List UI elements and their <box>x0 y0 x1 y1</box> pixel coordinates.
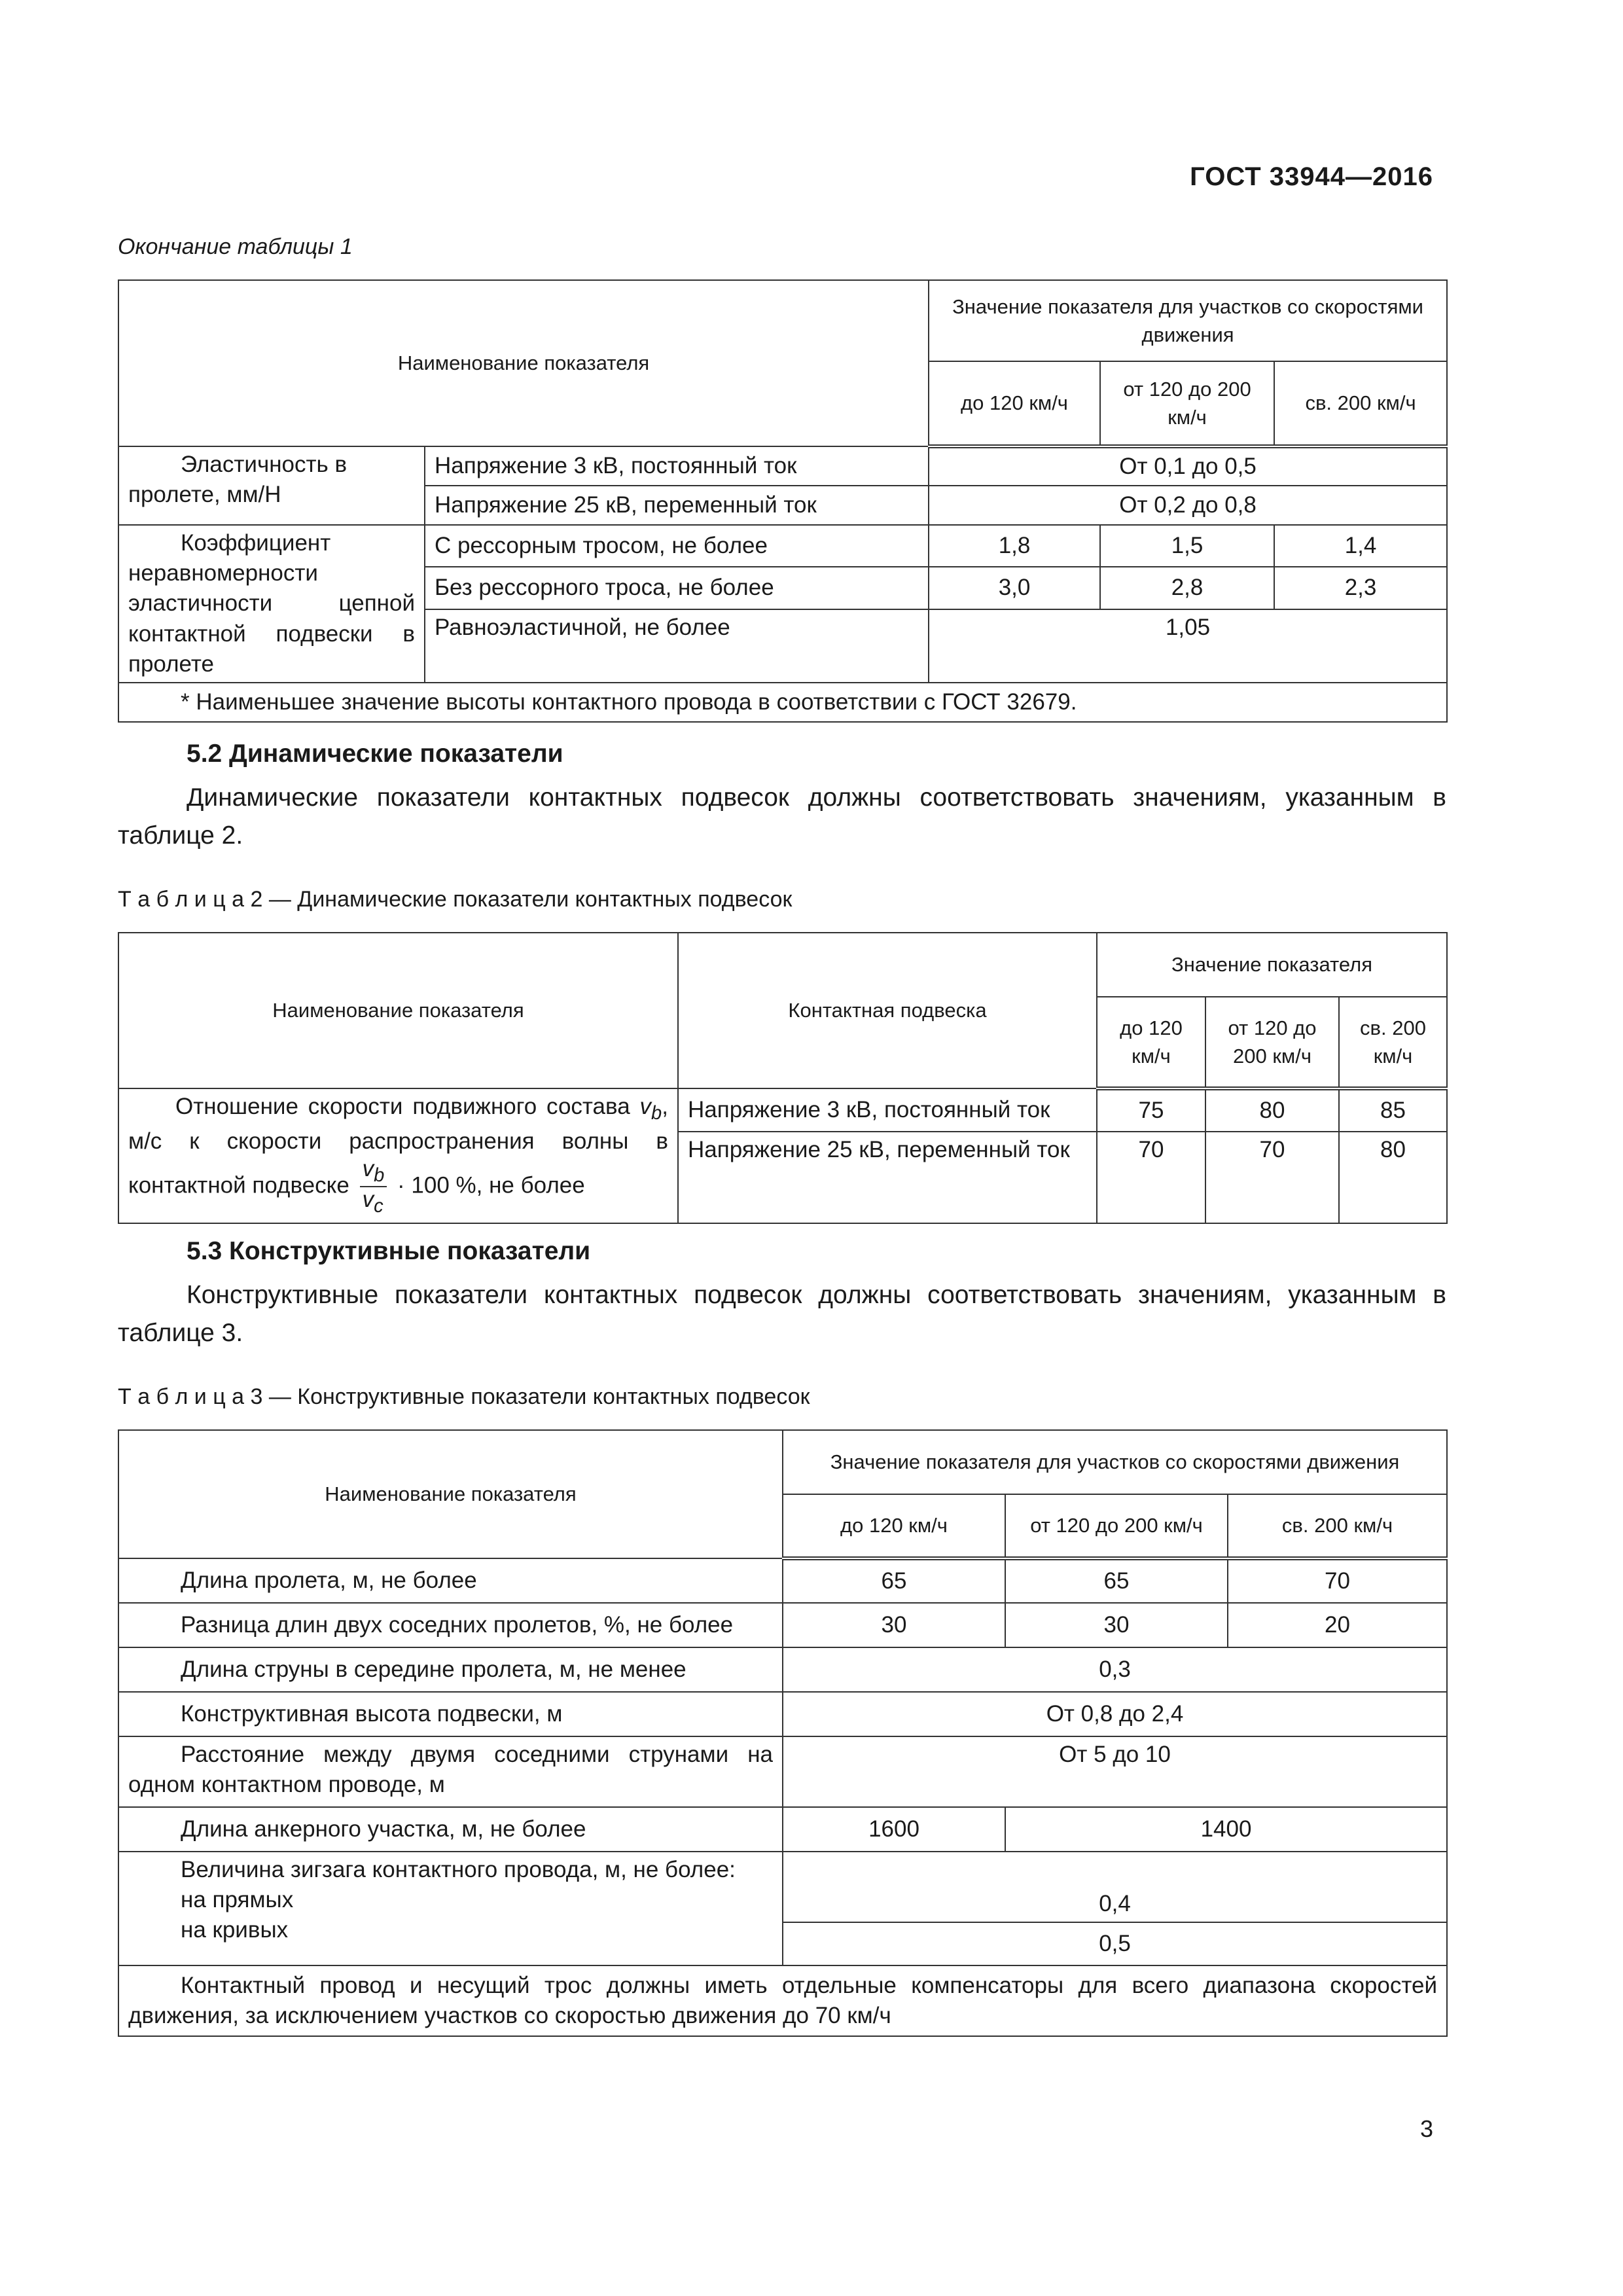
table1-coef-v1-2: 1,5 <box>1100 525 1274 567</box>
table3-r1-v3: 70 <box>1228 1558 1447 1603</box>
table1-coef-name: Коэффициент неравномерности эластичности цепной контактной подвески в пролете <box>118 525 425 683</box>
table3-r3-value: 0,3 <box>783 1647 1447 1692</box>
table1-coef-v3: 1,05 <box>929 609 1447 683</box>
table3-r6-v1: 1600 <box>783 1807 1005 1852</box>
section-5-2-title: 5.2 Динамические показатели <box>187 740 563 768</box>
table3-r7-title: Величина зигзага контактного провода, м, не более: <box>181 1857 736 1882</box>
table3-r4-value: От 0,8 до 2,4 <box>783 1692 1447 1736</box>
table3-speed-2: от 120 до 200 км/ч <box>1005 1494 1228 1558</box>
table3-speed-1: до 120 км/ч <box>783 1494 1005 1558</box>
table2-speed-3: св. 200 км/ч <box>1339 997 1447 1088</box>
table3-speed-3: св. 200 км/ч <box>1228 1494 1447 1558</box>
table3-header-name: Наименование показателя <box>118 1430 783 1558</box>
table1-header-group: Значение показателя для участков со скоростями движения <box>929 280 1447 361</box>
table3-r6-name: Длина анкерного участка, м, не более <box>118 1807 783 1852</box>
table2-v1-1: 75 <box>1097 1088 1205 1132</box>
velocity-ratio-fraction <box>360 1157 387 1217</box>
table2-name-var: v <box>639 1094 652 1119</box>
table1-elasticity-val1: От 0,1 до 0,5 <box>929 446 1447 486</box>
table2-name-a: Отношение скорости подвижного состава <box>175 1094 630 1119</box>
table2-row-name <box>118 1088 678 1223</box>
table3-r5-value: От 5 до 10 <box>783 1736 1447 1807</box>
table1-speed-1: до 120 км/ч <box>929 361 1100 446</box>
table3-r2-v3: 20 <box>1228 1603 1447 1647</box>
table1 <box>118 279 1448 723</box>
table3-r7-line1: на прямых <box>181 1887 294 1913</box>
table3-r1-name: Длина пролета, м, не более <box>118 1558 783 1603</box>
table2-header-suspension: Контактная подвеска <box>678 933 1097 1088</box>
table2-sub1: Напряжение 3 кВ, постоянный ток <box>678 1088 1097 1132</box>
table1-coef-v1-1: 1,8 <box>929 525 1100 567</box>
table3-header-group: Значение показателя для участков со скоростями движения <box>783 1430 1447 1494</box>
table2-v2-3: 80 <box>1339 1132 1447 1223</box>
table2-name-b: , м/с к скорости распространения волны в контактной подвеске <box>128 1094 668 1198</box>
table2-v1-2: 80 <box>1205 1088 1339 1132</box>
table2-name-sub: b <box>651 1103 662 1124</box>
table1-coef-v2-2: 2,8 <box>1100 567 1274 609</box>
table2-caption: Т а б л и ц а 2 — Динамические показатели контактных подвесок <box>118 887 793 912</box>
table3-r4-name: Конструктивная высота подвески, м <box>118 1692 783 1736</box>
table3-caption: Т а б л и ц а 3 — Конструктивные показатели контактных подвесок <box>118 1384 810 1409</box>
section-5-2-text: Динамические показатели контактных подвесок должны соответствовать значениям, указанным в таблице 2. <box>118 783 1446 850</box>
table1-elasticity-name: Эластичность в пролете, мм/Н <box>118 446 425 525</box>
table2-speed-1: до 120 км/ч <box>1097 997 1205 1088</box>
table3-r2-name: Разница длин двух соседних пролетов, %, не более <box>118 1603 783 1647</box>
table2-v2-1: 70 <box>1097 1132 1205 1223</box>
table3-r2-v1: 30 <box>783 1603 1005 1647</box>
table1-elasticity-sub1: Напряжение 3 кВ, постоянный ток <box>425 446 929 486</box>
table3-r5-name: Расстояние между двумя соседними струнами на одном контактном проводе, м <box>118 1736 783 1807</box>
table1-elasticity-val2: От 0,2 до 0,8 <box>929 486 1447 525</box>
table3-r2-v2: 30 <box>1005 1603 1228 1647</box>
fraction-num-var: v <box>362 1155 374 1181</box>
table2-speed-2: от 120 до 200 км/ч <box>1205 997 1339 1088</box>
table3-r1-v1: 65 <box>783 1558 1005 1603</box>
page-number: 3 <box>1419 2115 1433 2142</box>
section-5-3-text: Конструктивные показатели контактных подвесок должны соответствовать значениям, указанным в таблице 3. <box>118 1281 1446 1347</box>
table2-header-name: Наименование показателя <box>118 933 678 1088</box>
table1-coef-sub1: С рессорным тросом, не более <box>425 525 929 567</box>
table2-header-group: Значение показателя <box>1097 933 1447 997</box>
table1-elasticity-sub2: Напряжение 25 кВ, переменный ток <box>425 486 929 525</box>
table1-coef-v2-1: 3,0 <box>929 567 1100 609</box>
table1-caption: Окончание таблицы 1 <box>118 234 353 259</box>
table2-v1-3: 85 <box>1339 1088 1447 1132</box>
table2 <box>118 932 1448 1224</box>
table1-speed-2: от 120 до 200 км/ч <box>1100 361 1274 446</box>
table3 <box>118 1429 1448 2037</box>
document-code: ГОСТ 33944—2016 <box>1190 162 1433 191</box>
table2-v2-2: 70 <box>1205 1132 1339 1223</box>
table3-r6-v2: 1400 <box>1005 1807 1447 1852</box>
table3-r7-name <box>118 1852 783 1965</box>
table1-coef-sub3: Равноэластичной, не более <box>425 609 929 683</box>
table3-note: Контактный провод и несущий трос должны иметь отдельные компенсаторы для всего диапазона скоростей движения, за исключением участков со скоростью движения до 70 км/ч <box>118 1965 1447 2036</box>
fraction-den-var: v <box>362 1186 374 1212</box>
table1-note: * Наименьшее значение высоты контактного провода в соответствии с ГОСТ 32679. <box>118 683 1447 722</box>
table3-r7-v1: 0,4 <box>783 1852 1447 1922</box>
table1-speed-3: св. 200 км/ч <box>1274 361 1447 446</box>
table3-r3-name: Длина струны в середине пролета, м, не менее <box>118 1647 783 1692</box>
fraction-den-sub: c <box>374 1195 383 1217</box>
table2-name-c: · 100 %, не более <box>397 1172 585 1198</box>
table1-coef-v2-3: 2,3 <box>1274 567 1447 609</box>
table2-sub2: Напряжение 25 кВ, переменный ток <box>678 1132 1097 1223</box>
table1-coef-sub2: Без рессорного троса, не более <box>425 567 929 609</box>
table3-r1-v2: 65 <box>1005 1558 1228 1603</box>
table3-r7-line2: на кривых <box>181 1917 289 1943</box>
table3-r7-v2: 0,5 <box>783 1922 1447 1965</box>
section-5-3-title: 5.3 Конструктивные показатели <box>187 1237 591 1265</box>
fraction-num-sub: b <box>374 1164 385 1186</box>
table1-coef-v1-3: 1,4 <box>1274 525 1447 567</box>
table1-header-name: Наименование показателя <box>118 280 929 446</box>
